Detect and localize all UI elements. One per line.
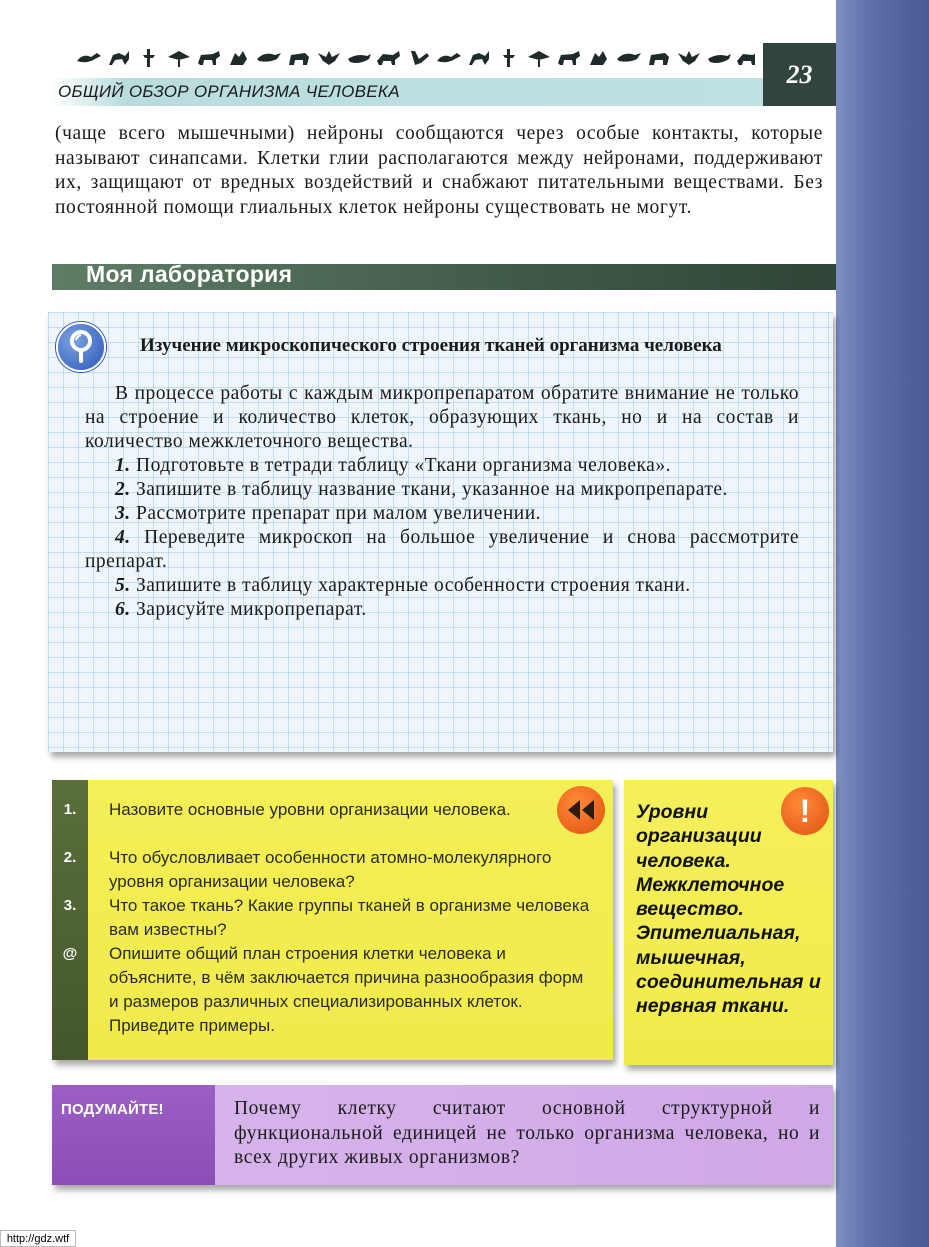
- question-text: Что обусловливает особенности атомно-молекулярного уровня организации человека?: [109, 848, 552, 891]
- lab-step: [85, 478, 799, 502]
- questions-number-strip: [52, 780, 88, 1060]
- lab-step-number: 5.: [115, 575, 131, 596]
- question-number: 2.: [63, 849, 77, 866]
- watermark-link[interactable]: http://gdz.wtf: [0, 1230, 76, 1247]
- lab-step: [85, 598, 799, 622]
- exclamation-icon: !: [781, 787, 829, 835]
- rewind-icon: [557, 786, 605, 834]
- lab-intro: В процессе работы с каждым микропрепаратом обратите внимание не только на строение и количество клеток, образующих ткань, но и на состав и количество межклеточного вещества.: [85, 383, 799, 452]
- lab-section-title: Моя лаборатория: [86, 261, 293, 287]
- magnifier-icon: [56, 322, 106, 372]
- lab-step-text: Подготовьте в тетради таблицу «Ткани организма человека».: [136, 455, 671, 476]
- think-label: ПОДУМАЙТЕ!: [61, 1101, 164, 1118]
- lab-step: [85, 454, 799, 478]
- lab-step-number: 2.: [115, 479, 131, 500]
- lab-step: [85, 502, 799, 526]
- lab-step-number: 1.: [115, 455, 131, 476]
- lab-step-number: 4.: [115, 527, 131, 548]
- side-color-band: [836, 0, 929, 1247]
- lab-step-text: Переведите микроскоп на большое увеличение и снова рассмотрите препарат.: [85, 527, 800, 572]
- lab-heading: Изучение микроскопического строения тканей организма человека: [140, 335, 722, 356]
- question-at-icon: @: [62, 945, 78, 962]
- key-terms-text: Уровни организации человека. Межклеточное вещество. Эпителиальная, мышечная, соединительная и нервная ткани.: [636, 801, 821, 1018]
- lab-step-number: 3.: [115, 503, 131, 524]
- animal-silhouettes-decoration: [75, 44, 755, 72]
- think-question: Почему клетку считают основной структурной и функциональной единицей не только организма человека, но и всех других живых организмов?: [234, 1098, 820, 1168]
- lab-step-text: Запишите в таблицу название ткани, указанное на микропрепарате.: [136, 479, 728, 500]
- intro-paragraph: (чаще всего мышечными) нейроны сообщаются через особые контакты, которые называют синапсами. Клетки глии располагаются между нейронами, поддерживают их, защищают от вредных воздействий и снабжают питательными веществами. Без постоянной помощи глиальных клеток нейроны существовать не могут.: [55, 123, 823, 218]
- lab-step: [85, 526, 799, 574]
- lab-step-text: Зарисуйте микропрепарат.: [136, 599, 367, 620]
- lab-instructions: [85, 382, 799, 622]
- lab-step-text: Рассмотрите препарат при малом увеличении.: [136, 503, 542, 524]
- question-number: 1.: [63, 801, 77, 818]
- lab-step: [85, 574, 799, 598]
- page-number: 23: [763, 43, 836, 106]
- question-text: Назовите основные уровни организации человека.: [109, 800, 511, 819]
- lab-step-number: 6.: [115, 599, 131, 620]
- think-label-block: [52, 1085, 215, 1185]
- question-number: 3.: [63, 897, 77, 914]
- section-title: ОБЩИЙ ОБЗОР ОРГАНИЗМА ЧЕЛОВЕКА: [58, 82, 400, 101]
- question-text: Что такое ткань? Какие группы тканей в организме человека вам известны?: [109, 896, 590, 939]
- lab-step-text: Запишите в таблицу характерные особенности строения ткани.: [136, 575, 691, 596]
- question-text: Опишите общий план строения клетки человека и объясните, в чём заключается причина разнообразия форм и размеров различных специализированных клеток. Приведите примеры.: [109, 944, 584, 1035]
